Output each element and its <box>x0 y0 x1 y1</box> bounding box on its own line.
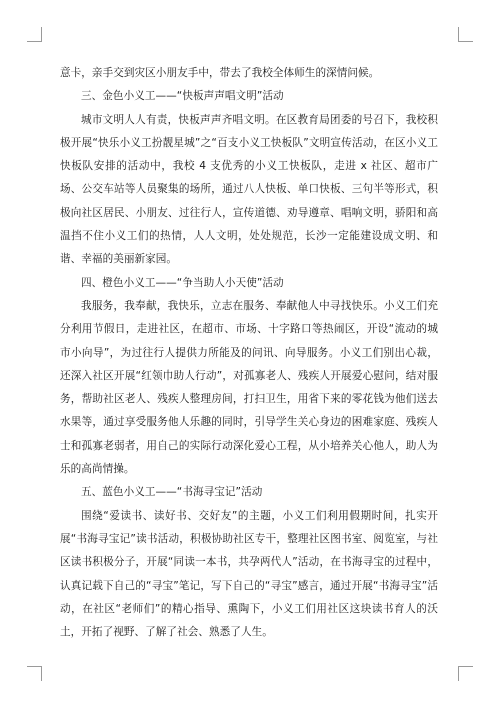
section-heading-gold: 三、金色小义工——“快板声声唱文明”活动 <box>81 90 284 103</box>
section-heading-blue: 五、蓝色小义工——“书海寻宝记”活动 <box>81 486 263 499</box>
document-body <box>60 62 438 644</box>
crop-mark-bottom-right <box>458 666 473 681</box>
section-heading-orange: 四、橙色小义工——“争当助人小天使”活动 <box>81 276 284 289</box>
crop-mark-top-left <box>27 27 42 42</box>
crop-mark-top-right <box>458 27 473 42</box>
crop-mark-bottom-left <box>27 666 42 681</box>
paragraph-orange-activity: 我服务，我奉献，我快乐，立志在服务、奉献他人中寻找快乐。小义工们充分利用节假日，走进社区，在超市、市场、十字路口等热闹区，开设“流动的城市小向导”，为过往行人提供力所能及的问讯、向导服务。小义工们别出心裁，还深入社区开展“红领巾助人行动”，对孤寡老人、残疾人开展爱心慰问，结对服务，帮助社区老人、残疾人整理房间，打扫卫生，用省下来的零花钱为他们送去水果等，通过享受服务他人乐趣的同时，引导学生关心身边的困难家庭、残疾人士和孤寡老弱者，用自己的实际行动深化爱心工程，从小培养关心他人，助人为乐的高尚情操。 <box>60 299 438 476</box>
paragraph-blue-activity: 围绕“爱读书、读好书、交好友”的主题，小义工们利用假期时间，扎实开展“书海寻宝记”读书活动，积极协助社区专干，整理社区图书室、阅览室，与社区读书积极分子，开展“同读一本书，共孕两代人”活动，在书海寻宝的过程中，认真记载下自己的“寻宝”笔记，写下自己的“寻宝”感言，通过开展“书海寻宝”活动，在社区“老师们”的精心指导、熏陶下，小义工们用社区这块读书育人的沃土，开拓了视野、了解了社会、熟悉了人生。 <box>60 509 438 639</box>
paragraph-continuation: 意卡，亲手交到灾区小朋友手中，带去了我校全体师生的深情问候。 <box>60 67 380 79</box>
paragraph-gold-activity: 城市文明人人有责，快板声声齐唱文明。在区教育局团委的号召下，我校积极开展“快乐小义工扮靓星城”之“百支小义工快板队”文明宣传活动，在区小义工快板队安排的活动中，我校 4 支优秀的小义工快板队，走进 x 社区、超市广场、公交车站等人员聚集的场所，通过八人快板、单口快板、三句半等形式，积极向社区居民、小朋友、过往行人，宣传道德、劝导遵章、唱响文明，骄阳和高温挡不住小义工们的热情，人人文明，处处规范，长沙一定能建设成文明、和谐、幸福的美丽新家园。 <box>60 113 438 266</box>
